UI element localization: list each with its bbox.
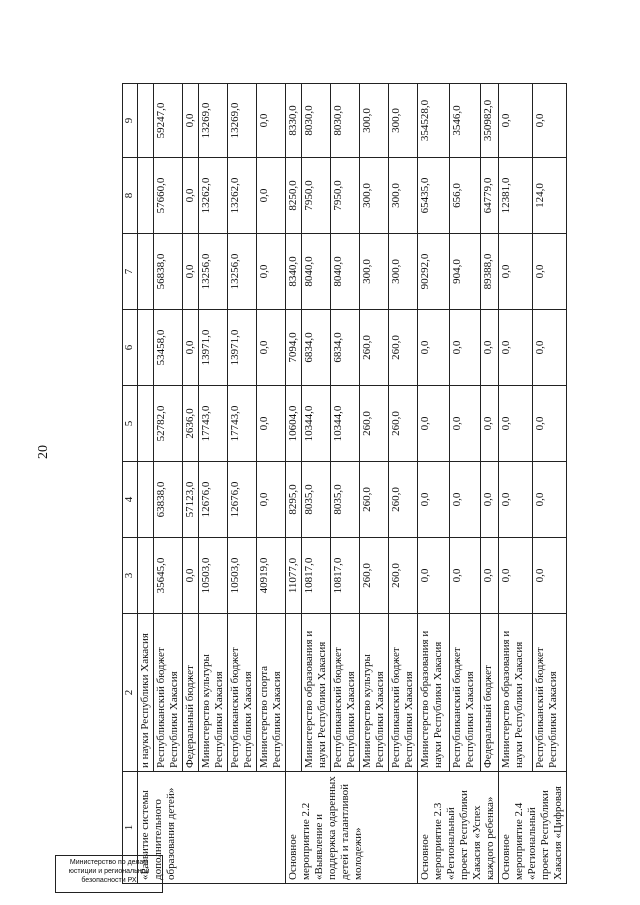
amount-cell: 0,0 — [499, 234, 533, 310]
stamp-line: Министерство по делам — [69, 859, 149, 866]
amount-cell: 0,0 — [481, 538, 499, 614]
amount-cell: 17743,0 — [228, 386, 257, 462]
amount-cell: 7950,0 — [302, 158, 331, 234]
executor-cell: Республиканский бюджет Республики Хакасия — [449, 614, 481, 772]
amount-cell: 13262,0 — [228, 158, 257, 234]
executor-cell: Республиканский бюджет Республики Хакасия — [228, 614, 257, 772]
amount-cell: 300,0 — [360, 158, 389, 234]
amount-cell: 8040,0 — [302, 234, 331, 310]
table-header-row — [123, 84, 138, 884]
budget-table-container — [122, 84, 564, 884]
executor-cell: Республиканский бюджет Республики Хакасия — [389, 614, 418, 772]
amount-cell — [138, 538, 154, 614]
amount-cell: 0,0 — [499, 84, 533, 158]
column-header: 2 — [123, 614, 138, 772]
amount-cell: 17743,0 — [199, 386, 228, 462]
amount-cell: 0,0 — [257, 84, 286, 158]
amount-cell: 0,0 — [257, 310, 286, 386]
amount-cell: 12381,0 — [499, 158, 533, 234]
amount-cell: 0,0 — [449, 310, 481, 386]
amount-cell: 300,0 — [389, 234, 418, 310]
amount-cell: 260,0 — [389, 462, 418, 538]
table-body — [138, 84, 567, 884]
amount-cell: 7094,0 — [286, 310, 302, 386]
amount-cell: 13269,0 — [199, 84, 228, 158]
amount-cell: 8250,0 — [286, 158, 302, 234]
amount-cell: 13256,0 — [228, 234, 257, 310]
amount-cell: 12676,0 — [228, 462, 257, 538]
amount-cell: 0,0 — [418, 386, 450, 462]
table-row — [228, 84, 257, 884]
amount-cell — [138, 158, 154, 234]
amount-cell: 260,0 — [389, 310, 418, 386]
amount-cell: 65435,0 — [418, 158, 450, 234]
table-row — [138, 84, 154, 884]
amount-cell: 0,0 — [418, 462, 450, 538]
executor-cell: Федеральный бюджет — [481, 614, 499, 772]
amount-cell — [138, 386, 154, 462]
executor-cell: Министерство культуры Республики Хакасия — [360, 614, 389, 772]
amount-cell — [138, 462, 154, 538]
table-row — [331, 84, 360, 884]
activity-name-cell: Основное мероприятие 2.3 «Региональный проект Республики Хакасия «Успех каждого ребенка» — [418, 772, 499, 884]
column-header: 7 — [123, 234, 138, 310]
amount-cell: 53458,0 — [154, 310, 183, 386]
column-header: 5 — [123, 386, 138, 462]
stamp-line: юстиции и региональной — [68, 868, 150, 875]
amount-cell: 10817,0 — [331, 538, 360, 614]
amount-cell: 904,0 — [449, 234, 481, 310]
budget-table — [122, 83, 567, 884]
amount-cell: 0,0 — [533, 234, 567, 310]
executor-cell — [286, 614, 302, 772]
amount-cell: 0,0 — [533, 538, 567, 614]
amount-cell: 0,0 — [499, 538, 533, 614]
amount-cell: 0,0 — [257, 234, 286, 310]
amount-cell: 8035,0 — [302, 462, 331, 538]
amount-cell: 300,0 — [389, 158, 418, 234]
executor-cell: и науки Республики Хакасия — [138, 614, 154, 772]
amount-cell: 64779,0 — [481, 158, 499, 234]
amount-cell: 13971,0 — [199, 310, 228, 386]
executor-cell: Республиканский бюджет Республики Хакасия — [154, 614, 183, 772]
amount-cell: 40919,0 — [257, 538, 286, 614]
ministry-stamp — [55, 855, 163, 893]
table-row — [389, 84, 418, 884]
amount-cell: 0,0 — [449, 538, 481, 614]
amount-cell: 0,0 — [418, 538, 450, 614]
amount-cell: 0,0 — [449, 386, 481, 462]
executor-cell: Министерство спорта Республики Хакасия — [257, 614, 286, 772]
amount-cell: 0,0 — [183, 234, 199, 310]
amount-cell: 57123,0 — [183, 462, 199, 538]
executor-cell: Республиканский бюджет Республики Хакасия — [331, 614, 360, 772]
amount-cell: 0,0 — [481, 462, 499, 538]
amount-cell — [138, 84, 154, 158]
table-row — [199, 84, 228, 884]
amount-cell: 8040,0 — [331, 234, 360, 310]
amount-cell: 59247,0 — [154, 84, 183, 158]
amount-cell: 260,0 — [389, 386, 418, 462]
amount-cell: 10503,0 — [228, 538, 257, 614]
amount-cell: 260,0 — [360, 386, 389, 462]
amount-cell: 6834,0 — [302, 310, 331, 386]
amount-cell: 354528,0 — [418, 84, 450, 158]
amount-cell: 10344,0 — [302, 386, 331, 462]
amount-cell: 0,0 — [499, 310, 533, 386]
column-header: 9 — [123, 84, 138, 158]
amount-cell: 8030,0 — [331, 84, 360, 158]
amount-cell: 57660,0 — [154, 158, 183, 234]
amount-cell: 6834,0 — [331, 310, 360, 386]
amount-cell: 0,0 — [257, 158, 286, 234]
table-row — [154, 84, 183, 884]
amount-cell: 260,0 — [360, 538, 389, 614]
amount-cell: 0,0 — [183, 538, 199, 614]
amount-cell: 35645,0 — [154, 538, 183, 614]
table-row — [449, 84, 481, 884]
amount-cell: 8340,0 — [286, 234, 302, 310]
table-row — [302, 84, 331, 884]
amount-cell: 13256,0 — [199, 234, 228, 310]
amount-cell: 63838,0 — [154, 462, 183, 538]
amount-cell: 0,0 — [533, 462, 567, 538]
amount-cell: 7950,0 — [331, 158, 360, 234]
table-row — [286, 84, 302, 884]
stamp-line: безопасности РХ — [81, 877, 137, 884]
amount-cell: 0,0 — [183, 84, 199, 158]
activity-name-cell: Основное мероприятие 2.4 «Региональный проект Республики Хакасия «Цифровая — [499, 772, 567, 884]
amount-cell: 0,0 — [499, 386, 533, 462]
amount-cell: 89388,0 — [481, 234, 499, 310]
amount-cell: 10344,0 — [331, 386, 360, 462]
amount-cell: 8035,0 — [331, 462, 360, 538]
amount-cell: 0,0 — [183, 158, 199, 234]
page-number: 20 — [36, 445, 51, 459]
amount-cell: 13262,0 — [199, 158, 228, 234]
amount-cell: 8330,0 — [286, 84, 302, 158]
amount-cell: 12676,0 — [199, 462, 228, 538]
amount-cell: 0,0 — [481, 386, 499, 462]
amount-cell: 0,0 — [533, 310, 567, 386]
amount-cell: 10604,0 — [286, 386, 302, 462]
amount-cell: 0,0 — [257, 462, 286, 538]
amount-cell: 300,0 — [360, 234, 389, 310]
amount-cell: 0,0 — [257, 386, 286, 462]
executor-cell: Министерство культуры Республики Хакасия — [199, 614, 228, 772]
amount-cell: 124,0 — [533, 158, 567, 234]
activity-name-cell: Основное мероприятие 2.2 «Выявление и поддержка одаренных детей и талантливой молодежи» — [286, 772, 418, 884]
amount-cell: 300,0 — [389, 84, 418, 158]
table-row — [360, 84, 389, 884]
table-row — [183, 84, 199, 884]
activity-name-cell: «Развитие системы дополнительного образования детей» — [138, 772, 286, 884]
executor-cell: Министерство образования и науки Республики Хакасия — [499, 614, 533, 772]
amount-cell: 656,0 — [449, 158, 481, 234]
amount-cell: 2636,0 — [183, 386, 199, 462]
column-header: 3 — [123, 538, 138, 614]
amount-cell: 260,0 — [389, 538, 418, 614]
amount-cell: 90292,0 — [418, 234, 450, 310]
amount-cell: 260,0 — [360, 462, 389, 538]
amount-cell: 0,0 — [183, 310, 199, 386]
column-header: 8 — [123, 158, 138, 234]
amount-cell: 10817,0 — [302, 538, 331, 614]
amount-cell: 0,0 — [499, 462, 533, 538]
amount-cell: 0,0 — [481, 310, 499, 386]
executor-cell: Министерство образования и науки Республики Хакасия — [302, 614, 331, 772]
amount-cell: 3546,0 — [449, 84, 481, 158]
amount-cell: 8295,0 — [286, 462, 302, 538]
amount-cell — [138, 234, 154, 310]
amount-cell: 0,0 — [418, 310, 450, 386]
table-row — [257, 84, 286, 884]
amount-cell — [138, 310, 154, 386]
column-header: 6 — [123, 310, 138, 386]
table-row — [499, 84, 533, 884]
amount-cell: 300,0 — [360, 84, 389, 158]
amount-cell: 11077,0 — [286, 538, 302, 614]
amount-cell: 0,0 — [533, 84, 567, 158]
amount-cell: 0,0 — [449, 462, 481, 538]
amount-cell: 260,0 — [360, 310, 389, 386]
column-header: 1 — [123, 772, 138, 884]
executor-cell: Республиканский бюджет Республики Хакасия — [533, 614, 567, 772]
amount-cell: 10503,0 — [199, 538, 228, 614]
table-row — [418, 84, 450, 884]
table-row — [533, 84, 567, 884]
amount-cell: 0,0 — [533, 386, 567, 462]
column-header: 4 — [123, 462, 138, 538]
executor-cell: Федеральный бюджет — [183, 614, 199, 772]
amount-cell: 13269,0 — [228, 84, 257, 158]
amount-cell: 350982,0 — [481, 84, 499, 158]
table-row — [481, 84, 499, 884]
amount-cell: 56838,0 — [154, 234, 183, 310]
amount-cell: 52782,0 — [154, 386, 183, 462]
amount-cell: 8030,0 — [302, 84, 331, 158]
amount-cell: 13971,0 — [228, 310, 257, 386]
executor-cell: Министерство образования и науки Республики Хакасия — [418, 614, 450, 772]
